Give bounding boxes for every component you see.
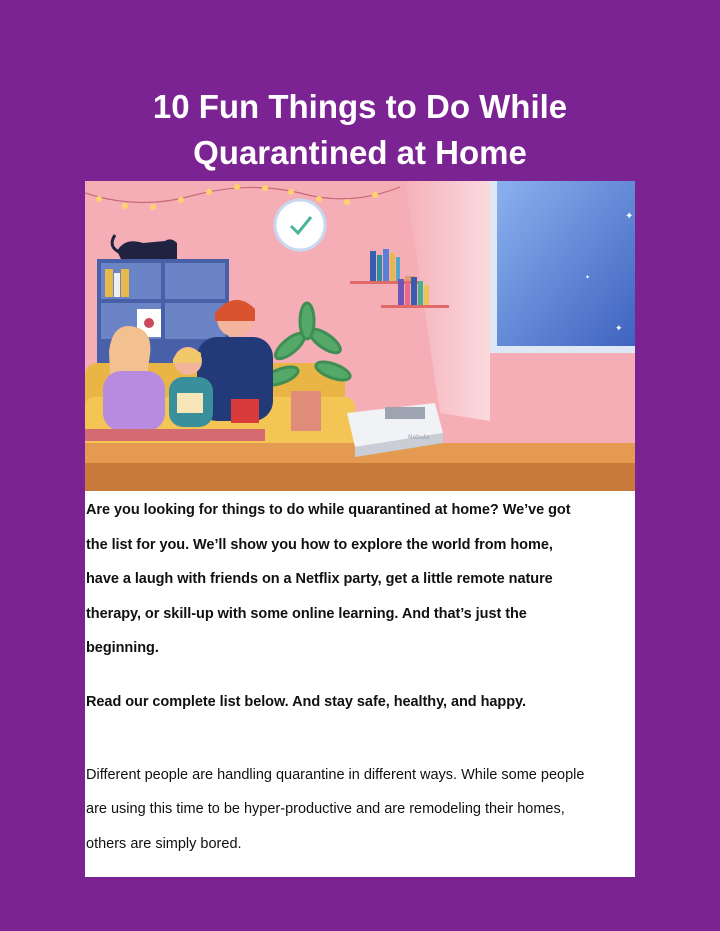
body-line: others are simply bored. [86, 835, 242, 852]
projector-brand: Nebula [408, 434, 430, 441]
intro-line: Are you looking for things to do while quarantined at home? We’ve got [86, 502, 571, 518]
article-text [86, 493, 634, 852]
body-line: are using this time to be hyper-productive and are remodeling their homes, [86, 801, 565, 818]
intro-line: therapy, or skill-up with some online learning. And that’s just the [86, 605, 527, 622]
intro-line: beginning. [86, 640, 159, 657]
body-paragraph [86, 758, 584, 862]
family-watching-projector-illustration [85, 181, 635, 491]
svg-text:✦: ✦ [615, 324, 623, 334]
page-title [0, 84, 720, 176]
title-line-1: 10 Fun Things to Do While [152, 88, 568, 125]
title-line-2: Quarantined at Home [193, 134, 527, 171]
callout-line: Read our complete list below. And stay safe, healthy, and happy. [86, 694, 526, 710]
callout-paragraph [86, 685, 526, 720]
svg-text:✦: ✦ [625, 211, 634, 222]
intro-line: the list for you. We’ll show you how to explore the world from home, [86, 536, 553, 553]
svg-text:✦: ✦ [585, 274, 591, 281]
intro-paragraph [86, 493, 634, 666]
content-card [85, 181, 635, 877]
body-line: Different people are handling quarantine in different ways. While some people [86, 766, 585, 783]
intro-line: have a laugh with friends on a Netflix party, get a little remote nature [86, 571, 553, 588]
